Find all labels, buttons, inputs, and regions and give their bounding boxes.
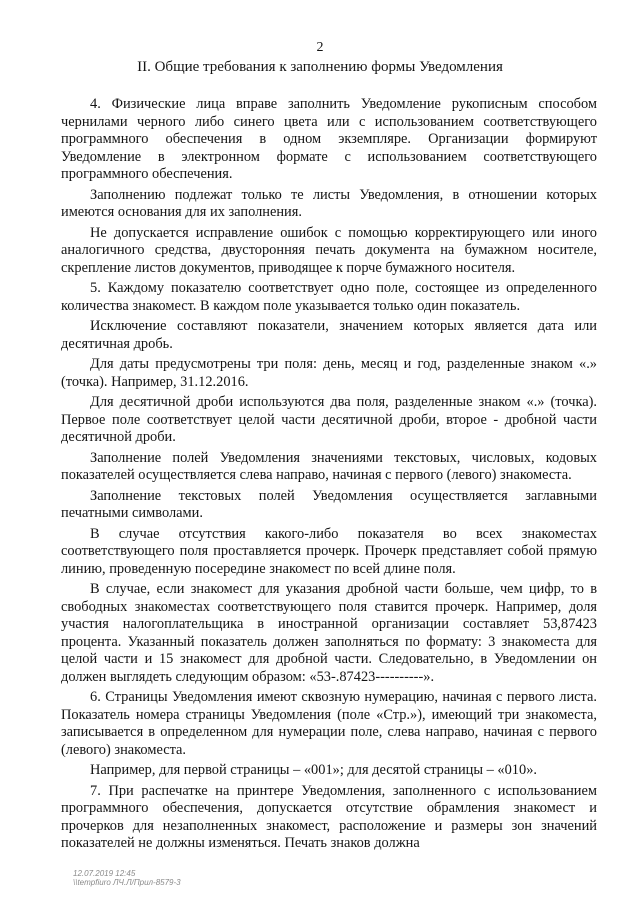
paragraph-6: 6. Страницы Уведомления имеют сквозную нумерацию, начиная с первого листа. Показатель номера страницы Уведомления (поле «Стр.»), имеющий три знакоместа, записывается в определенном для нумерации поле, слева направо, начиная с первого (левого) знакоместа. xyxy=(61,689,597,758)
paragraph-fill-direction: Заполнение полей Уведомления значениями текстовых, числовых, кодовых показателей осуществляется слева направо, начиная с первого (левого) знакоместа. xyxy=(61,449,597,483)
paragraph-exception: Исключение составляют показатели, значением которых является дата или десятичная дробь. xyxy=(61,318,597,352)
page-number: 2 xyxy=(316,40,324,55)
footer-stamp xyxy=(73,869,181,887)
paragraph-fraction-example: В случае, если знакомест для указания дробной части больше, чем цифр, то в свободных знакоместах соответствующего поля ставится прочерк. Например, доля участия налогоплательщика в иностранной организации составляет 53,87423 процента. Указанный показатель должен заполняться по формату: 3 знакоместа для целой части и 15 знакомест для дробной части. Следовательно, в Уведомлении он должен выглядеть следующим образом: «53-.87423----------». xyxy=(61,581,597,685)
paragraph-dash: В случае отсутствия какого-либо показателя во всех знакоместах соответствующего поля проставляется прочерк. Прочерк представляет собой прямую линию, проведенную посередине знакомест по всей длине поля. xyxy=(61,525,597,577)
paragraph-5: 5. Каждому показателю соответствует одно поле, состоящее из определенного количества знакомест. В каждом поле указывается только один показатель. xyxy=(61,280,597,314)
paragraph-4: 4. Физические лица вправе заполнить Уведомление рукописным способом чернилами черного либо синего цвета или с использованием соответствующего программного обеспечения в одном экземпляре. Организации формируют Уведомление в электронном формате с использованием соответствующего программного обеспечения. xyxy=(61,96,597,182)
paragraph-uppercase: Заполнение текстовых полей Уведомления осуществляется заглавными печатными символами. xyxy=(61,487,597,521)
paragraph-date: Для даты предусмотрены три поля: день, месяц и год, разделенные знаком «.» (точка). Например, 31.12.2016. xyxy=(61,356,597,390)
footer-timestamp: 12.07.2019 12:45 xyxy=(73,869,136,878)
document-body xyxy=(61,96,597,856)
paragraph-page-example: Например, для первой страницы – «001»; для десятой страницы – «010». xyxy=(90,762,537,778)
paragraph-decimal: Для десятичной дроби используются два поля, разделенные знаком «.» (точка). Первое поле соответствует целой части десятичной дроби, второе - дробной части десятичной дроби. xyxy=(61,394,597,445)
paragraph-7: 7. При распечатке на принтере Уведомления, заполненного с использованием программного обеспечения, допускается отсутствие обрамления знакомест и прочерков для незаполненных знакомест, расположение и размеры зон значений показателей не должны изменяться. Печать знаков должна xyxy=(61,782,597,851)
footer-file-path: \\tempfiuro ЛЧ.Л/Прил-8579-3 xyxy=(73,878,181,887)
section-title: II. Общие требования к заполнению формы Уведомления xyxy=(137,59,503,75)
paragraph-fill-sheets: Заполнению подлежат только те листы Уведомления, в отношении которых имеются основания для их заполнения. xyxy=(61,186,597,220)
paragraph-no-corrections: Не допускается исправление ошибок с помощью корректирующего или иного аналогичного средства, двусторонняя печать документа на бумажном носителе, скрепление листов документов, приводящее к порче бумажного носителя. xyxy=(61,224,597,276)
